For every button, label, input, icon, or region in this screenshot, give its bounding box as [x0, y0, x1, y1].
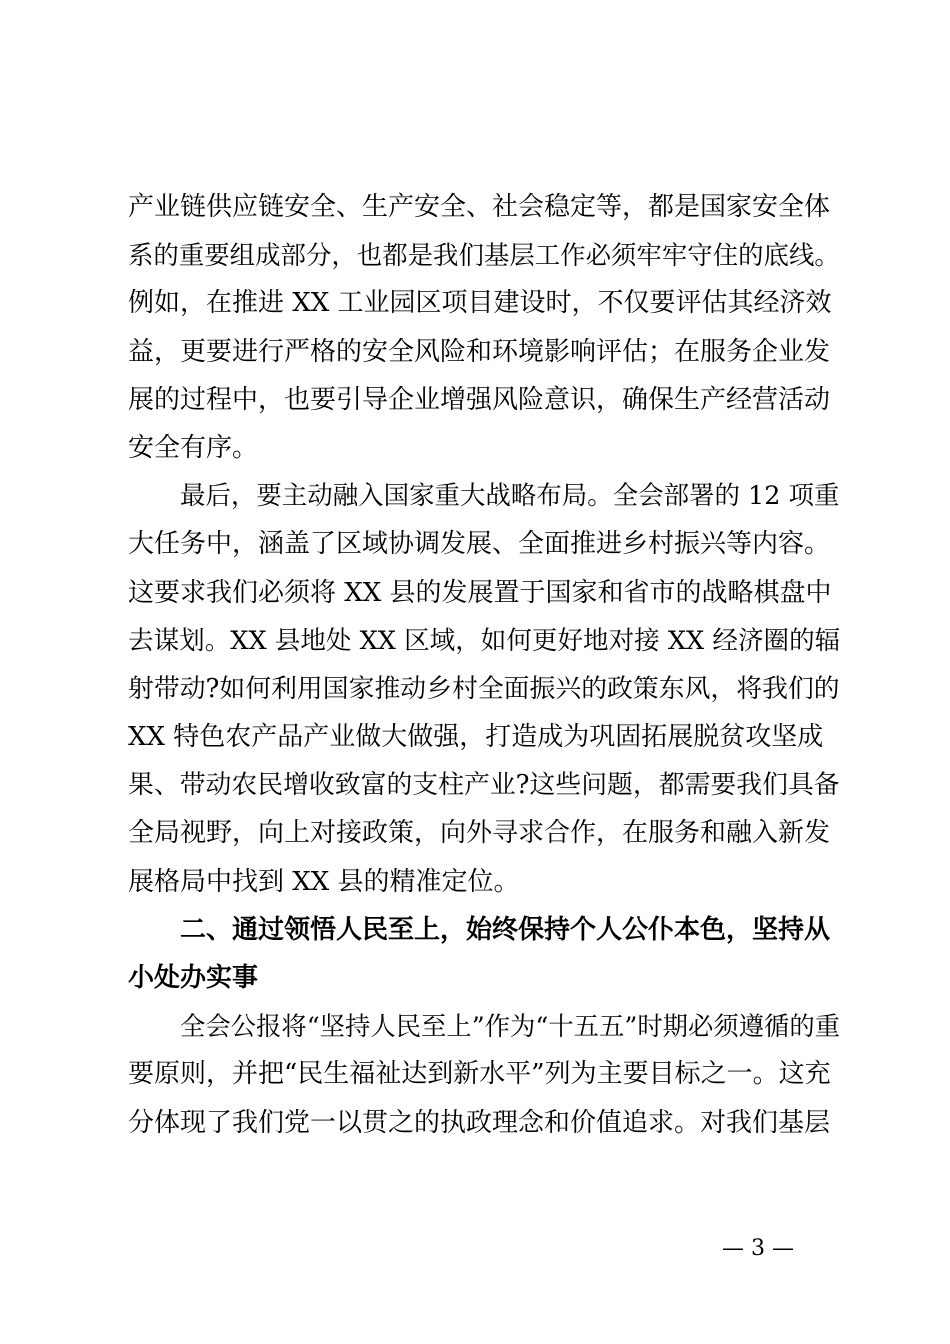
section-heading: 小处办实事 [128, 963, 259, 993]
paragraph-line: 系的重要组成部分，也都是我们基层工作必须牢牢守住的底线。 [128, 240, 840, 271]
paragraph-line: 分体现了我们党一以贯之的执政理念和价值追求。对我们基层 [128, 1107, 831, 1138]
paragraph-line: 展格局中找到 XX 县的精准定位。 [128, 866, 520, 897]
paragraph-line: 全局视野，向上对接政策，向外寻求合作，在服务和融入新发 [128, 818, 831, 849]
paragraph-line: 益，更要进行严格的安全风险和环境影响评估；在服务企业发 [128, 336, 831, 367]
paragraph-line: 最后，要主动融入国家重大战略布局。全会部署的 12 项重 [180, 481, 840, 512]
paragraph-line: 展的过程中，也要引导企业增强风险意识，确保生产经营活动 [128, 384, 831, 415]
page-number: — 3 — [722, 1236, 794, 1261]
paragraph-line: 要原则，并把“民生福祉达到新水平”列为主要目标之一。这充 [128, 1059, 831, 1090]
paragraph-line: 果、带动农民增收致富的支柱产业?这些问题，都需要我们具备 [128, 770, 840, 801]
document-body [128, 183, 840, 1147]
paragraph-line: 去谋划。XX 县地处 XX 区域，如何更好地对接 XX 经济圈的辐 [128, 625, 841, 656]
paragraph-line: 产业链供应链安全、生产安全、社会稳定等，都是国家安全体 [128, 192, 831, 222]
paragraph-line: XX 特色农产品产业做大做强，打造成为巩固拓展脱贫攻坚成 [128, 722, 824, 753]
section-heading: 二、通过领悟人民至上，始终保持个人公仆本色，坚持从 [180, 914, 831, 945]
paragraph-line: 大任务中，涵盖了区域协调发展、全面推进乡村振兴等内容。 [128, 529, 831, 560]
paragraph-line: 例如，在推进 XX 工业园区项目建设时，不仅要评估其经济效 [128, 288, 832, 319]
paragraph-line: 这要求我们必须将 XX 县的发展置于国家和省市的战略棋盘中 [128, 577, 832, 608]
paragraph-line: 射带动?如何利用国家推动乡村全面振兴的政策东风，将我们的 [128, 673, 840, 704]
paragraph-line: 安全有序。 [128, 432, 259, 463]
paragraph-line: 全会公报将“坚持人民至上”作为“十五五”时期必须遵循的重 [180, 1011, 841, 1042]
